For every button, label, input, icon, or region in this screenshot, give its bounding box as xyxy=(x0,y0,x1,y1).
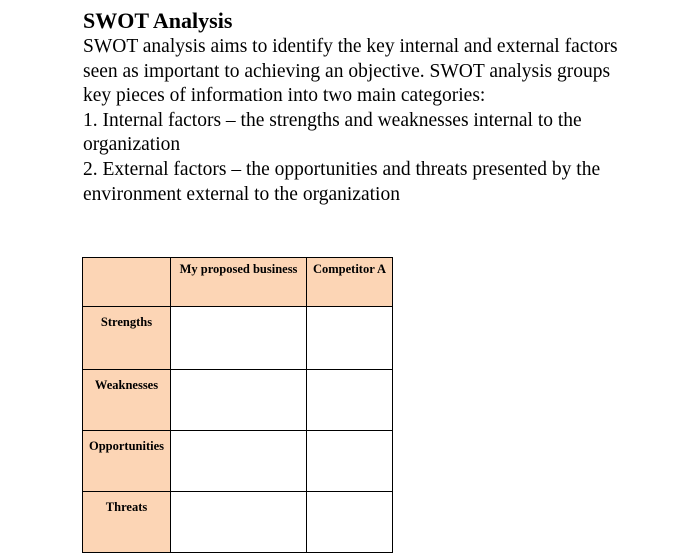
row-label-strengths: Strengths xyxy=(83,307,171,370)
internal-factors-point: 1. Internal factors – the strengths and weaknesses internal to the organization xyxy=(83,109,582,156)
swot-table xyxy=(82,257,393,553)
table-header-row xyxy=(83,258,393,307)
document-body xyxy=(83,8,643,207)
column-header-my-proposed-business: My proposed business xyxy=(171,258,307,307)
page-title: SWOT Analysis xyxy=(83,8,233,33)
table-row-weaknesses xyxy=(83,370,393,431)
cell-weaknesses-competitor-a[interactable] xyxy=(307,370,393,431)
cell-weaknesses-my-business[interactable] xyxy=(171,370,307,431)
intro-paragraph: SWOT analysis aims to identify the key internal and external factors seen as important to achieving an objective. SWOT analysis groups key pieces of information into two main categories: xyxy=(83,36,618,107)
table-row-opportunities xyxy=(83,431,393,492)
row-label-opportunities: Opportunities xyxy=(83,431,171,492)
cell-opportunities-my-business[interactable] xyxy=(171,431,307,492)
row-label-weaknesses: Weaknesses xyxy=(83,370,171,431)
table-row-threats xyxy=(83,492,393,553)
corner-cell xyxy=(83,258,171,307)
column-header-competitor-a: Competitor A xyxy=(307,258,393,307)
cell-threats-competitor-a[interactable] xyxy=(307,492,393,553)
cell-opportunities-competitor-a[interactable] xyxy=(307,431,393,492)
row-label-threats: Threats xyxy=(83,492,171,553)
cell-strengths-competitor-a[interactable] xyxy=(307,307,393,370)
cell-threats-my-business[interactable] xyxy=(171,492,307,553)
external-factors-point: 2. External factors – the opportunities and threats presented by the environment external to the organization xyxy=(83,158,601,205)
cell-strengths-my-business[interactable] xyxy=(171,307,307,370)
table-row-strengths xyxy=(83,307,393,370)
